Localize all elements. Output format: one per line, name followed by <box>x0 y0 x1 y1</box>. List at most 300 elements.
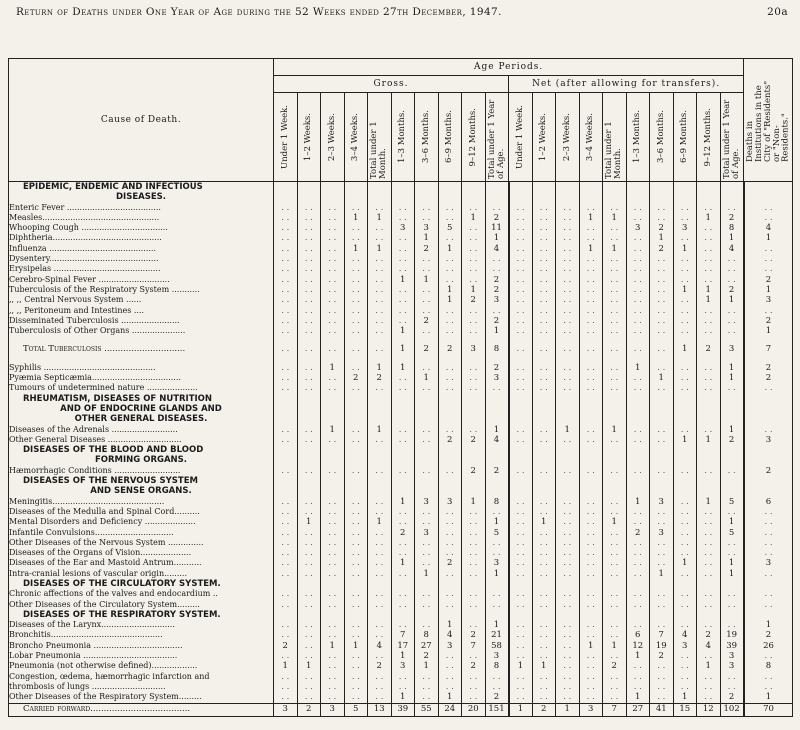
table-cell: . . <box>603 497 627 507</box>
table-cell <box>509 610 533 620</box>
table-cell: 1 <box>720 363 744 373</box>
table-cell: 6 <box>744 497 793 507</box>
table-cell <box>650 476 674 486</box>
table-cell: 102 <box>720 703 744 716</box>
table-cell: . . <box>438 589 462 599</box>
table-cell: 3 <box>321 703 345 716</box>
table-cell: 1 <box>650 233 674 243</box>
table-cell: . . <box>368 466 392 476</box>
table-cell: 1 <box>626 363 650 373</box>
table-cell: . . <box>626 589 650 599</box>
table-cell: . . <box>509 425 533 435</box>
table-cell: . . <box>532 558 556 568</box>
table-cell: . . <box>321 203 345 213</box>
table-cell: 1 <box>697 435 721 445</box>
table-cell: . . <box>579 528 603 538</box>
table-cell <box>532 486 556 496</box>
table-cell: . . <box>438 548 462 558</box>
table-cell <box>462 579 486 589</box>
table-cell: . . <box>321 285 345 295</box>
table-cell: 2 <box>462 630 486 640</box>
table-cell: . . <box>579 306 603 316</box>
table-cell <box>626 476 650 486</box>
table-cell: . . <box>509 344 533 354</box>
table-cell: . . <box>391 538 415 548</box>
table-row <box>9 558 793 568</box>
table-cell: . . <box>579 203 603 213</box>
table-cell <box>744 182 793 193</box>
table-cell: . . <box>532 275 556 285</box>
table-cell: . . <box>532 264 556 274</box>
table-cell <box>697 579 721 589</box>
table-cell: . . <box>673 661 697 671</box>
table-cell: 2 <box>650 223 674 233</box>
table-cell: . . <box>626 600 650 610</box>
table-cell <box>485 445 509 455</box>
table-cell <box>603 182 627 193</box>
table-cell <box>556 476 580 486</box>
gross-col-header: 9–12 Months. <box>462 93 486 182</box>
table-cell: . . <box>274 692 298 703</box>
table-cell: . . <box>344 383 368 393</box>
table-cell <box>391 355 415 363</box>
table-cell <box>297 486 321 496</box>
table-cell: . . <box>603 316 627 326</box>
table-cell: . . <box>673 295 697 305</box>
table-cell <box>297 394 321 404</box>
table-cell: 55 <box>415 703 439 716</box>
table-cell: . . <box>603 507 627 517</box>
table-cell: . . <box>626 213 650 223</box>
table-cell: . . <box>438 264 462 274</box>
table-cell: . . <box>391 435 415 445</box>
table-cell: . . <box>344 326 368 336</box>
table-cell: . . <box>321 254 345 264</box>
table-cell: . . <box>274 528 298 538</box>
table-cell <box>579 486 603 496</box>
table-cell: . . <box>673 569 697 579</box>
table-cell: 4 <box>368 641 392 651</box>
table-cell: . . <box>720 316 744 326</box>
cause-label: RHEUMATISM, DISEASES OF NUTRITION <box>9 394 274 404</box>
cause-label: Pneumonia (not otherwise defined).................. <box>9 661 274 671</box>
table-cell <box>650 192 674 202</box>
table-cell: . . <box>626 326 650 336</box>
table-cell <box>368 355 392 363</box>
table-cell: . . <box>744 203 793 213</box>
table-cell <box>297 336 321 344</box>
table-cell: . . <box>438 326 462 336</box>
table-cell: 1 <box>438 285 462 295</box>
table-cell <box>744 486 793 496</box>
table-cell: . . <box>391 254 415 264</box>
table-cell <box>391 579 415 589</box>
table-cell: . . <box>321 497 345 507</box>
table-cell <box>344 404 368 414</box>
table-cell: . . <box>556 672 580 682</box>
table-cell: . . <box>321 383 345 393</box>
table-cell: . . <box>532 326 556 336</box>
table-cell: . . <box>673 507 697 517</box>
table-cell: . . <box>415 425 439 435</box>
table-cell: . . <box>626 295 650 305</box>
table-cell <box>626 486 650 496</box>
table-cell: . . <box>462 548 486 558</box>
table-cell: . . <box>673 548 697 558</box>
table-cell: . . <box>744 600 793 610</box>
table-cell: . . <box>626 569 650 579</box>
table-cell: 7 <box>603 703 627 716</box>
table-cell <box>462 455 486 465</box>
table-cell <box>603 455 627 465</box>
table-cell: 3 <box>650 497 674 507</box>
cause-label: DISEASES OF THE RESPIRATORY SYSTEM. <box>9 610 274 620</box>
table-cell: . . <box>650 538 674 548</box>
table-cell: . . <box>532 285 556 295</box>
table-cell: . . <box>344 306 368 316</box>
table-cell: 4 <box>485 435 509 445</box>
table-cell <box>415 404 439 414</box>
table-cell: . . <box>556 548 580 558</box>
table-cell: . . <box>344 651 368 661</box>
table-row <box>9 682 793 692</box>
table-cell: . . <box>344 275 368 285</box>
table-cell: . . <box>603 326 627 336</box>
table-cell <box>626 579 650 589</box>
table-cell: . . <box>650 517 674 527</box>
table-cell: . . <box>415 264 439 274</box>
table-cell: . . <box>274 316 298 326</box>
table-cell: . . <box>556 285 580 295</box>
table-cell: . . <box>673 589 697 599</box>
table-row <box>9 589 793 599</box>
table-cell: 27 <box>626 703 650 716</box>
table-cell <box>720 414 744 424</box>
table-cell <box>626 182 650 193</box>
table-cell: . . <box>297 692 321 703</box>
table-cell: . . <box>415 692 439 703</box>
table-cell: . . <box>532 507 556 517</box>
cause-label: DISEASES OF THE CIRCULATORY SYSTEM. <box>9 579 274 589</box>
table-cell: . . <box>391 600 415 610</box>
table-row <box>9 285 793 295</box>
table-cell: . . <box>321 233 345 243</box>
table-cell: 5 <box>438 223 462 233</box>
table-cell <box>297 414 321 424</box>
table-cell <box>673 404 697 414</box>
table-row <box>9 306 793 316</box>
table-cell: 1 <box>321 425 345 435</box>
cause-label: Lobar Pneumonia ..................................... <box>9 651 274 661</box>
table-cell: 1 <box>650 569 674 579</box>
table-cell: 3 <box>438 497 462 507</box>
table-cell: 1 <box>603 517 627 527</box>
table-cell: . . <box>321 569 345 579</box>
table-cell: . . <box>673 326 697 336</box>
table-cell <box>697 414 721 424</box>
table-cell: 7 <box>391 630 415 640</box>
table-cell <box>673 355 697 363</box>
table-row <box>9 672 793 682</box>
table-row <box>9 203 793 213</box>
table-cell: . . <box>532 682 556 692</box>
table-cell: . . <box>321 558 345 568</box>
table-cell: . . <box>509 223 533 233</box>
table-cell: . . <box>603 383 627 393</box>
table-cell <box>391 476 415 486</box>
table-cell: . . <box>297 672 321 682</box>
table-cell: . . <box>509 213 533 223</box>
table-cell: . . <box>297 425 321 435</box>
table-cell: . . <box>650 285 674 295</box>
table-cell <box>579 476 603 486</box>
table-cell: . . <box>438 254 462 264</box>
table-cell: . . <box>556 497 580 507</box>
table-cell: 7 <box>650 630 674 640</box>
table-cell: 2 <box>744 363 793 373</box>
table-cell: . . <box>509 435 533 445</box>
table-cell: . . <box>603 223 627 233</box>
table-cell: . . <box>391 569 415 579</box>
table-cell: . . <box>673 264 697 274</box>
table-cell: . . <box>274 507 298 517</box>
table-cell <box>415 394 439 404</box>
table-cell: . . <box>626 254 650 264</box>
table-row <box>9 661 793 671</box>
table-cell: . . <box>438 383 462 393</box>
table-cell: . . <box>603 569 627 579</box>
table-cell: . . <box>532 528 556 538</box>
table-cell: . . <box>556 316 580 326</box>
table-cell: . . <box>368 682 392 692</box>
table-cell: . . <box>509 517 533 527</box>
table-cell: . . <box>344 558 368 568</box>
table-cell: . . <box>720 548 744 558</box>
table-cell: . . <box>509 528 533 538</box>
table-cell: . . <box>509 306 533 316</box>
table-cell: . . <box>297 497 321 507</box>
table-cell: . . <box>344 223 368 233</box>
table-cell: 2 <box>720 285 744 295</box>
table-cell: . . <box>603 538 627 548</box>
table-cell: 4 <box>673 630 697 640</box>
table-cell: . . <box>532 233 556 243</box>
table-cell <box>462 182 486 193</box>
table-cell: . . <box>579 326 603 336</box>
table-cell <box>697 404 721 414</box>
table-cell: . . <box>532 344 556 354</box>
table-cell: 5 <box>720 497 744 507</box>
table-cell: 2 <box>532 703 556 716</box>
table-row <box>9 466 793 476</box>
table-cell <box>579 414 603 424</box>
table-cell <box>297 455 321 465</box>
table-cell <box>274 579 298 589</box>
table-cell: . . <box>344 548 368 558</box>
table-cell <box>321 336 345 344</box>
table-cell: 39 <box>720 641 744 651</box>
table-cell: 1 <box>297 661 321 671</box>
table-cell: . . <box>297 363 321 373</box>
table-cell: . . <box>297 600 321 610</box>
table-cell: . . <box>673 254 697 264</box>
table-cell: . . <box>438 233 462 243</box>
table-cell: . . <box>368 326 392 336</box>
table-cell: . . <box>274 363 298 373</box>
table-cell: . . <box>415 285 439 295</box>
table-cell <box>438 394 462 404</box>
table-cell: 3 <box>744 435 793 445</box>
table-cell: . . <box>297 264 321 274</box>
gross-col-header: 1–2 Weeks. <box>297 93 321 182</box>
table-cell: . . <box>556 589 580 599</box>
table-cell <box>744 610 793 620</box>
table-cell: . . <box>532 295 556 305</box>
table-cell <box>532 404 556 414</box>
table-cell <box>415 579 439 589</box>
table-cell: . . <box>720 672 744 682</box>
table-cell: . . <box>297 507 321 517</box>
table-cell <box>509 486 533 496</box>
table-cell <box>720 192 744 202</box>
table-cell: . . <box>697 254 721 264</box>
cause-label: Diphtheria........................................... <box>9 233 274 243</box>
table-cell: . . <box>532 548 556 558</box>
table-cell: . . <box>532 620 556 630</box>
table-cell: . . <box>626 517 650 527</box>
table-cell: . . <box>650 306 674 316</box>
table-cell: 3 <box>744 295 793 305</box>
table-cell: 1 <box>485 517 509 527</box>
table-cell: 1 <box>415 569 439 579</box>
table-cell: . . <box>274 630 298 640</box>
cause-label: Meningitis............................................ <box>9 497 274 507</box>
table-cell: 19 <box>650 641 674 651</box>
table-cell: . . <box>509 672 533 682</box>
table-cell: . . <box>603 548 627 558</box>
table-cell: 8 <box>415 630 439 640</box>
table-cell <box>485 192 509 202</box>
table-cell: 1 <box>462 285 486 295</box>
table-cell <box>462 476 486 486</box>
table-cell: . . <box>673 682 697 692</box>
cause-label: Mental Disorders and Deficiency .................... <box>9 517 274 527</box>
table-cell: . . <box>321 600 345 610</box>
table-cell: 1 <box>744 233 793 243</box>
table-cell: . . <box>626 244 650 254</box>
table-cell: 2 <box>485 316 509 326</box>
table-cell: . . <box>579 620 603 630</box>
table-cell: . . <box>579 344 603 354</box>
table-cell <box>650 355 674 363</box>
table-cell <box>438 192 462 202</box>
table-cell <box>344 579 368 589</box>
table-cell <box>321 404 345 414</box>
table-cell <box>603 394 627 404</box>
table-cell <box>697 394 721 404</box>
table-cell: . . <box>720 264 744 274</box>
table-cell: 1 <box>438 295 462 305</box>
table-cell: . . <box>579 538 603 548</box>
cause-label: DISEASES OF THE NERVOUS SYSTEM <box>9 476 274 486</box>
table-cell: . . <box>697 203 721 213</box>
table-cell: 1 <box>391 651 415 661</box>
table-cell: . . <box>462 620 486 630</box>
table-cell: . . <box>650 589 674 599</box>
table-cell: . . <box>462 223 486 233</box>
table-cell: 1 <box>673 244 697 254</box>
table-cell: 1 <box>415 373 439 383</box>
table-cell <box>579 192 603 202</box>
table-cell: 1 <box>626 497 650 507</box>
table-cell: . . <box>556 630 580 640</box>
table-cell <box>626 445 650 455</box>
table-cell <box>579 579 603 589</box>
table-cell: . . <box>579 275 603 285</box>
table-cell: . . <box>321 326 345 336</box>
table-cell: . . <box>532 425 556 435</box>
table-cell: . . <box>579 589 603 599</box>
table-cell: 5 <box>344 703 368 716</box>
table-cell: . . <box>603 373 627 383</box>
table-cell: . . <box>415 517 439 527</box>
table-cell: . . <box>556 682 580 692</box>
table-cell: 4 <box>697 641 721 651</box>
table-cell: 2 <box>697 344 721 354</box>
cause-label: AND SENSE ORGANS. <box>9 486 274 496</box>
table-cell: . . <box>368 316 392 326</box>
table-cell: . . <box>485 254 509 264</box>
table-cell <box>321 394 345 404</box>
table-cell <box>368 192 392 202</box>
table-cell: . . <box>485 538 509 548</box>
table-cell <box>532 476 556 486</box>
table-cell <box>697 336 721 344</box>
table-cell <box>744 404 793 414</box>
table-cell: . . <box>344 316 368 326</box>
table-cell: . . <box>462 363 486 373</box>
table-cell: . . <box>321 651 345 661</box>
table-cell: 2 <box>485 213 509 223</box>
cause-label: Carried forward..................................... <box>9 703 274 716</box>
table-cell: 1 <box>462 213 486 223</box>
table-cell: 1 <box>744 285 793 295</box>
table-cell: 2 <box>650 244 674 254</box>
net-col-header: Total under 1 Month. <box>603 93 627 182</box>
table-cell: . . <box>274 569 298 579</box>
table-cell: . . <box>368 497 392 507</box>
table-cell <box>485 404 509 414</box>
table-row <box>9 223 793 233</box>
table-cell: . . <box>321 620 345 630</box>
table-cell: . . <box>603 254 627 264</box>
table-cell <box>321 455 345 465</box>
table-cell: . . <box>368 630 392 640</box>
table-cell: . . <box>462 569 486 579</box>
table-cell <box>579 394 603 404</box>
table-cell <box>744 455 793 465</box>
table-cell: . . <box>274 672 298 682</box>
table-cell <box>650 610 674 620</box>
table-cell: . . <box>321 517 345 527</box>
table-cell: 1 <box>509 661 533 671</box>
table-cell <box>603 445 627 455</box>
table-cell <box>438 579 462 589</box>
table-cell: . . <box>297 373 321 383</box>
table-cell <box>720 394 744 404</box>
cause-label: FORMING ORGANS. <box>9 455 274 465</box>
table-cell: . . <box>650 425 674 435</box>
